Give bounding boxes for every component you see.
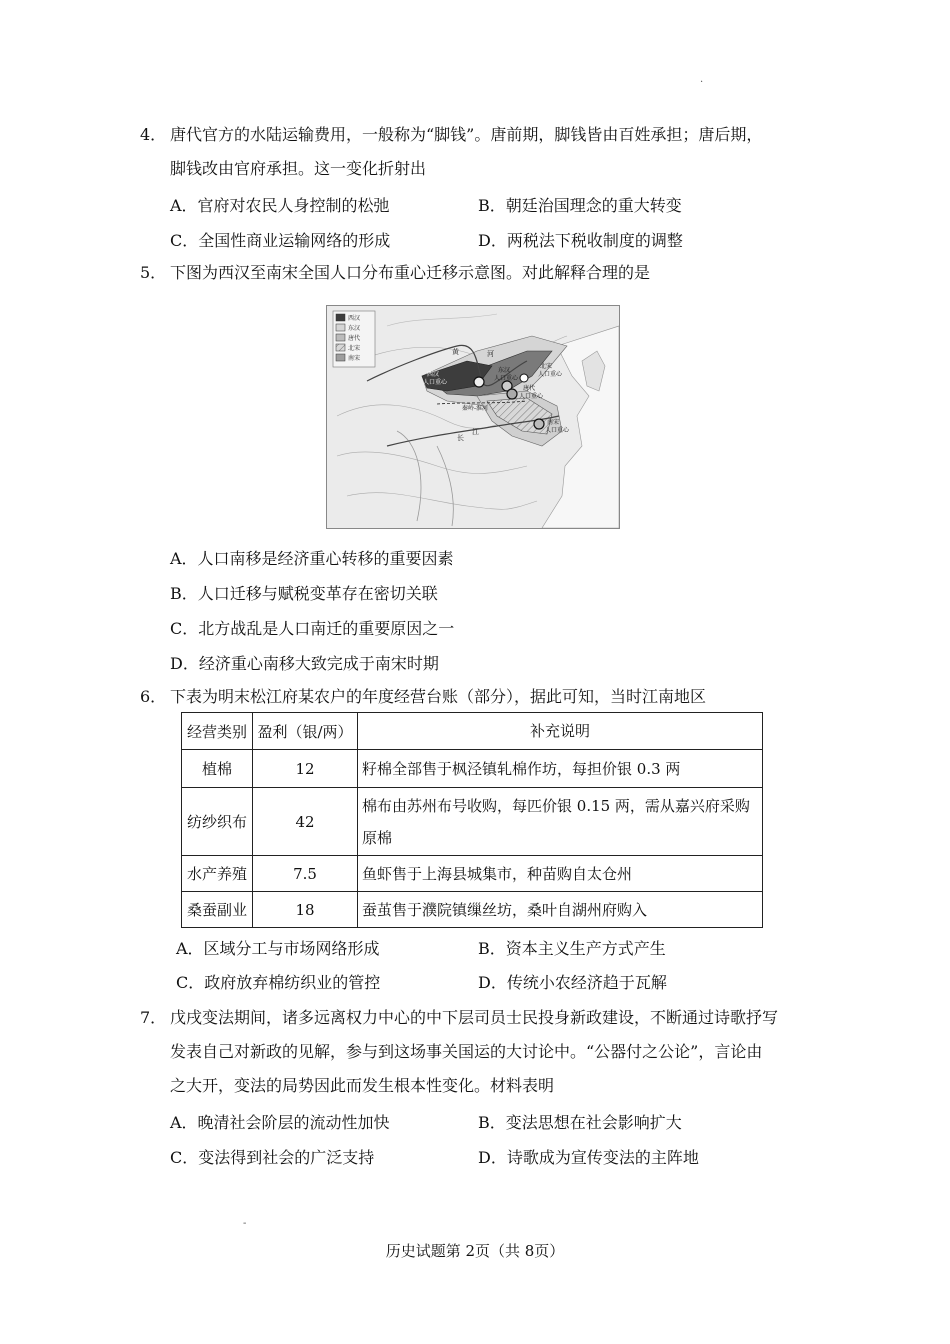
map-label: 长 — [457, 434, 464, 442]
table-header: 补充说明 — [358, 713, 763, 750]
table-row — [182, 856, 763, 892]
table-cell: 蚕茧售于濮院镇缫丝坊，桑叶自湖州府购入 — [358, 892, 763, 928]
table-cell: 水产养殖 — [182, 856, 253, 892]
map-label: 南宋 — [547, 419, 560, 426]
option-a: A．官府对农民人身控制的松弛 — [170, 196, 390, 215]
table-row — [182, 750, 763, 788]
question-number: 5． — [140, 263, 167, 282]
option-b: B．朝廷治国理念的重大转变 — [478, 196, 682, 215]
page-dot: . — [700, 74, 704, 85]
map-label: 西汉 — [427, 371, 440, 378]
question-text: 下表为明末松江府某农户的年度经营台账（部分），据此可知，当时江南地区 — [170, 687, 707, 706]
table-header-row — [182, 713, 763, 750]
question-number: 7． — [140, 1008, 167, 1027]
map-svg — [327, 306, 619, 528]
legend-item: 东汉 — [348, 325, 361, 332]
legend-item: 南宋 — [348, 355, 361, 362]
option-b: B．人口迁移与赋税变革存在密切关联 — [170, 584, 438, 603]
option-d: D．传统小农经济趋于瓦解 — [478, 973, 667, 992]
question-text: 唐代官方的水陆运输费用，一般称为“脚钱”。唐前期，脚钱皆由百姓承担；唐后期， — [170, 125, 763, 144]
map-label: 人口重心 — [519, 393, 544, 400]
table-cell: 纺纱织布 — [182, 788, 253, 856]
table-cell: 12 — [253, 750, 358, 788]
question-text: 脚钱改由官府承担。这一变化折射出 — [170, 159, 427, 178]
map-label: 江 — [472, 428, 479, 436]
map-label: 唐代 — [523, 385, 536, 392]
map-label: 人口重心 — [538, 371, 563, 378]
question-text: 发表自己对新政的见解，参与到这场事关国运的大讨论中。“公器付之公论”，言论由 — [170, 1042, 763, 1061]
page-footer: 历史试题第 2页（共 8页） — [385, 1242, 565, 1260]
table-cell: 籽棉全部售于枫泾镇轧棉作坊，每担价银 0.3 两 — [358, 750, 763, 788]
option-c: C．北方战乱是人口南迁的重要原因之一 — [170, 619, 455, 638]
question-number: 4． — [140, 125, 167, 144]
table-cell: 桑蚕副业 — [182, 892, 253, 928]
option-c: C．全国性商业运输网络的形成 — [170, 231, 391, 250]
table-header: 经营类别 — [182, 713, 253, 750]
table-cell: 鱼虾售于上海县城集市，种苗购自太仓州 — [358, 856, 763, 892]
option-d: D．诗歌成为宣传变法的主阵地 — [478, 1148, 699, 1167]
question-6 — [140, 680, 810, 714]
legend-item: 唐代 — [348, 335, 361, 342]
table-cell: 42 — [253, 788, 358, 856]
map-label: 黄 — [452, 348, 459, 356]
table-cell: 18 — [253, 892, 358, 928]
option-a: A．区域分工与市场网络形成 — [176, 939, 380, 958]
legend-item: 北宋 — [348, 345, 361, 352]
question-text: 下图为西汉至南宋全国人口分布重心迁移示意图。对此解释合理的是 — [170, 263, 651, 282]
map-label: 河 — [487, 350, 494, 358]
table-cell: 7.5 — [253, 856, 358, 892]
question-number: 6． — [140, 687, 167, 706]
table-row — [182, 788, 763, 856]
question-7 — [140, 1001, 810, 1103]
option-b: B．资本主义生产方式产生 — [478, 939, 666, 958]
option-d: D．两税法下税收制度的调整 — [478, 231, 683, 250]
map-label: 东汉 — [498, 367, 511, 374]
table-header: 盈利（银/两） — [253, 713, 358, 750]
question-text: 戊戌变法期间，诸多远离权力中心的中下层司员士民投身新政建设，不断通过诗歌抒写 — [170, 1008, 779, 1027]
map-label: 人口重心 — [494, 375, 519, 382]
option-b: B．变法思想在社会影响扩大 — [478, 1113, 682, 1132]
map-label: 秦岭-淮河 — [462, 405, 489, 412]
footer-mark: - — [243, 1218, 247, 1229]
question-4 — [140, 118, 810, 186]
question-5 — [140, 256, 810, 290]
option-a: A．晚清社会阶层的流动性加快 — [170, 1113, 390, 1132]
ledger-table — [181, 712, 763, 928]
map-label: 人口重心 — [545, 427, 570, 434]
option-a: A．人口南移是经济重心转移的重要因素 — [170, 549, 454, 568]
table-cell: 植棉 — [182, 750, 253, 788]
option-c: C．政府放弃棉纺织业的管控 — [176, 973, 381, 992]
question-text: 之大开，变法的局势因此而发生根本性变化。材料表明 — [170, 1076, 555, 1095]
population-map — [326, 305, 620, 529]
legend-item: 西汉 — [348, 315, 361, 322]
option-c: C．变法得到社会的广泛支持 — [170, 1148, 375, 1167]
map-label: 北宋 — [540, 363, 553, 370]
table-cell: 棉布由苏州布号收购，每匹价银 0.15 两，需从嘉兴府采购原棉 — [358, 788, 763, 856]
map-label: 人口重心 — [423, 379, 448, 386]
table-row — [182, 892, 763, 928]
option-d: D．经济重心南移大致完成于南宋时期 — [170, 654, 439, 673]
